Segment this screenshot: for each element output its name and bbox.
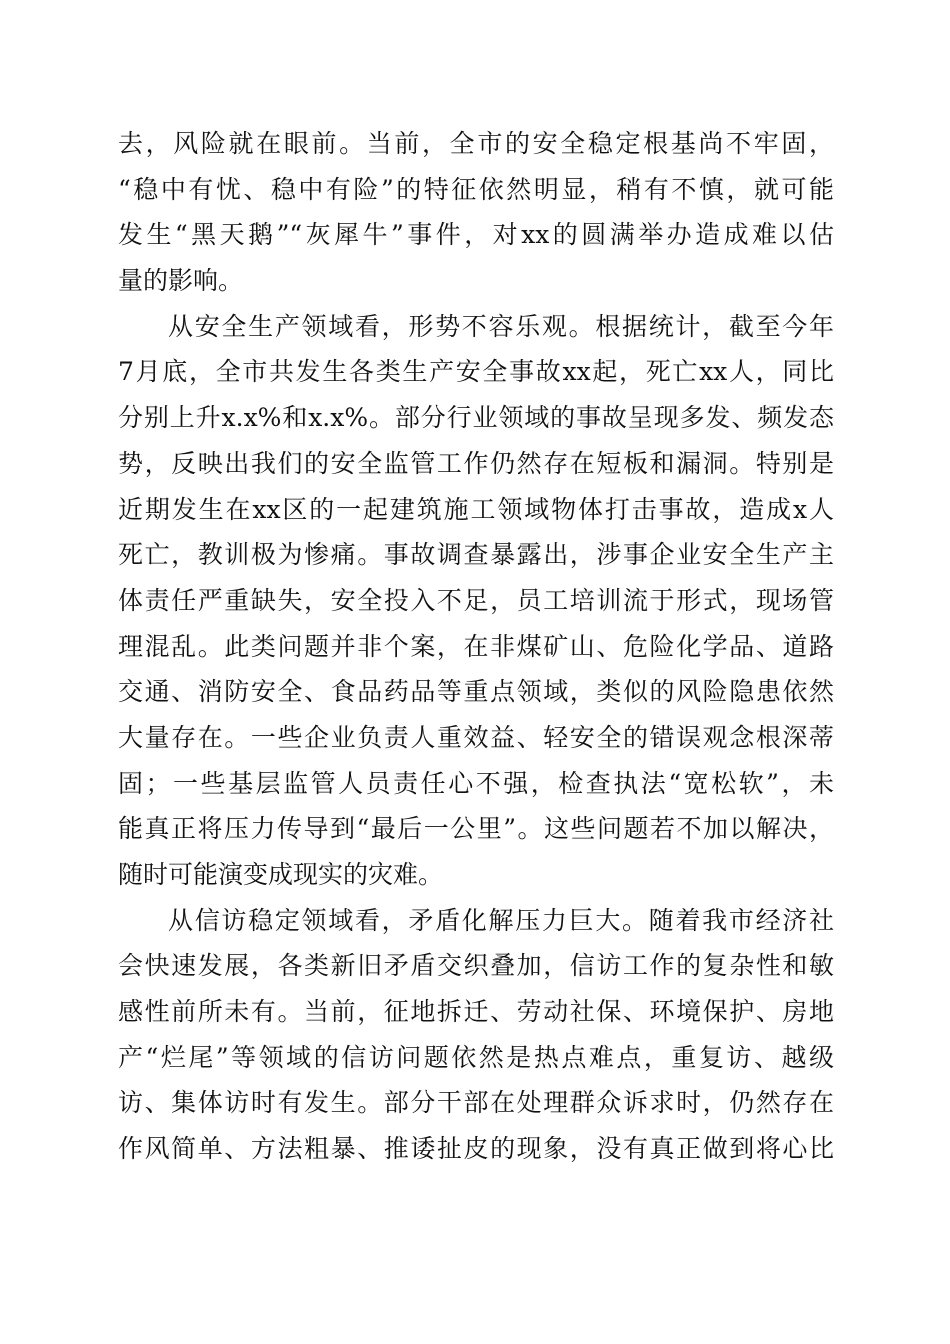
text-line: 大量存在。一些企业负责人重效益、轻安全的错误观念根深蒂 xyxy=(118,722,834,752)
text-line: 交通、消防安全、食品药品等重点领域，类似的风险隐患依然 xyxy=(118,677,834,707)
text-line: “稳中有忧、稳中有险”的特征依然明显，稍有不慎，就可能 xyxy=(118,174,834,204)
text-line: 死亡，教训极为惨痛。事故调查暴露出，涉事企业安全生产主 xyxy=(118,540,834,570)
text-line: 访、集体访时有发生。部分干部在处理群众诉求时，仍然存在 xyxy=(118,1088,834,1118)
text-line: 会快速发展，各类新旧矛盾交织叠加，信访工作的复杂性和敏 xyxy=(118,951,834,981)
text-line: 势，反映出我们的安全监管工作仍然存在短板和漏洞。特别是 xyxy=(118,448,834,478)
text-line: 随时可能演变成现实的灾难。 xyxy=(118,860,444,889)
text-line: 能真正将压力传导到“最后一公里”。这些问题若不加以解决， xyxy=(118,814,834,844)
text-line: 7月底，全市共发生各类生产安全事故xx起，死亡xx人，同比 xyxy=(118,357,834,387)
text-line: 作风简单、方法粗暴、推诿扯皮的现象，没有真正做到将心比 xyxy=(118,1134,834,1164)
text-line: 量的影响。 xyxy=(118,266,244,296)
document-body xyxy=(118,121,834,1172)
text-line: 分别上升x.x%和x.x%。部分行业领域的事故呈现多发、频发态 xyxy=(118,403,834,433)
text-line: 理混乱。此类问题并非个案，在非煤矿山、危险化学品、道路 xyxy=(118,631,834,661)
text-line: 近期发生在xx区的一起建筑施工领域物体打击事故，造成x人 xyxy=(118,494,834,524)
text-line: 感性前所未有。当前，征地拆迁、劳动社保、环境保护、房地 xyxy=(118,997,834,1027)
text-line: 固；一些基层监管人员责任心不强，检查执法“宽松软”，未 xyxy=(118,768,834,798)
text-line: 产“烂尾”等领域的信访问题依然是热点难点，重复访、越级 xyxy=(118,1042,834,1072)
text-line: 体责任严重缺失，安全投入不足，员工培训流于形式，现场管 xyxy=(118,585,834,615)
text-line: 发生“黑天鹅”“灰犀牛”事件，对xx的圆满举办造成难以估 xyxy=(118,220,834,250)
paragraph-start-line: 从信访稳定领域看，矛盾化解压力巨大。随着我市经济社 xyxy=(168,905,834,935)
paragraph-start-line: 从安全生产领域看，形势不容乐观。根据统计，截至今年 xyxy=(168,311,834,341)
text-line: 去，风险就在眼前。当前，全市的安全稳定根基尚不牢固， xyxy=(118,129,834,158)
